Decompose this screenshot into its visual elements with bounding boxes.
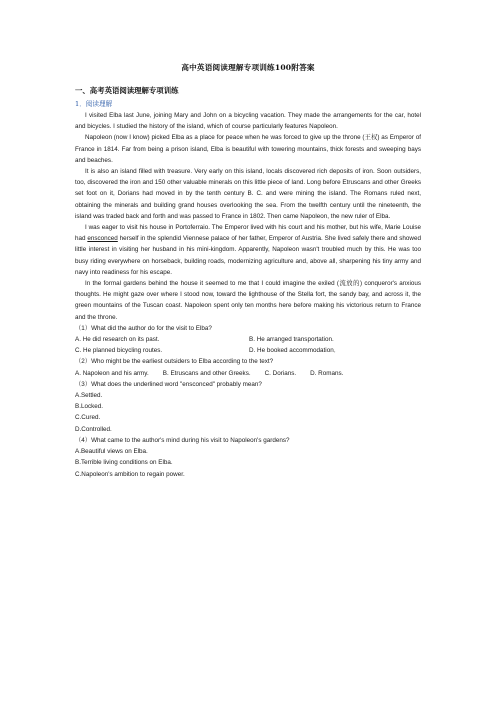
question-4-option-a: A.Beautiful views on Elba. [75, 448, 148, 456]
question-1-option-c: C. He planned bicycling routes. [75, 347, 163, 355]
paragraph-4-text-before: I was eager to visit his house in Portoferraio. The Emperor lived with his court and his mother, but his wife, Marie Louise had [75, 224, 421, 243]
section-heading: 一、高考英语阅读理解专项训练 [75, 86, 179, 95]
document-content [75, 62, 421, 480]
passage-paragraph-1: I visited Elba last June, joining Mary and John on a bicycling vacation. They made the arrangements for the car, hotel and bicycles. I studied the history of the island, which of course particularly features Napoleon. [75, 112, 421, 131]
question-3-option-b: B.Locked. [75, 403, 104, 411]
passage-paragraph-2: Napoleon (now I know) picked Elba as a place for peace when he was forced to give up the throne (王权) as Emperor of France in 1814. Far from being a prison island, Elba is beautiful with towering mountains, thick forests and sweeping bays and beaches. [75, 134, 421, 164]
question-2-option-d: D. Romans. [310, 369, 344, 377]
passage-paragraph-3: It is also an island filled with treasure. Very early on this island, locals discovered rich deposits of iron. Soon outsiders, too, discovered the iron and 150 other valuable minerals on this little piece of land. Long before Etruscans and other Greeks set foot on it, Dorians had moved in by the tenth century B. C. and were mining the island. The Romans ruled next, obtaining the minerals and building grand houses overlooking the sea. From the twelfth century until the nineteenth, the island was traded back and forth and was passed to France in 1802. Then came Napoleon, the new ruler of Elba. [75, 168, 421, 220]
question-4-option-b: B.Terrible living conditions on Elba. [75, 459, 173, 467]
paragraph-4-text-after: herself in the splendid Viennese palace of her father, Emperor of Austria. She lived safely there and showed little interest in visiting her husband in his mini-kingdom. Apparently, Napoleon wasn't troubled much by this. He was too busy riding everywhere on horseback, building roads, modernizing agriculture and, above all, sharpening his tiny army and navy into readiness for his escape. [75, 235, 421, 276]
question-1-options-row-2 [75, 345, 421, 356]
item-label: 阅读理解 [85, 100, 113, 108]
question-1-options-row-1 [75, 334, 421, 345]
passage-paragraph-5: In the formal gardens behind the house it seemed to me that I could imagine the exiled (流放的) conqueror's anxious thoughts. He might gaze over where I stood now, toward the lighthouse of the Stella fort, the sandy bay, and across it, the green mountains of the Tuscan coast. Napoleon spent only ten months here before making his victorious return to France and the throne. [75, 280, 421, 321]
question-3-option-c: C.Cured. [75, 414, 101, 422]
item-number: 1． [75, 100, 86, 108]
underlined-word: ensconced [87, 235, 118, 243]
document-title: 高中英语阅读理解专项训练100附答案 [181, 63, 315, 72]
question-3-option-d: D.Controlled. [75, 425, 112, 433]
question-1-option-d: D. He booked accommodation． [249, 347, 341, 355]
question-2-option-c: C. Dorians. [264, 369, 297, 377]
question-1-option-b: B. He arranged transportation. [249, 336, 334, 344]
item-heading [75, 98, 421, 108]
question-1-option-a: A. He did research on its past. [75, 336, 160, 344]
question-2-option-a: A. Napoleon and his army. [75, 369, 149, 377]
question-4: （4）What came to the author's mind during his visit to Napoleon's gardens? [75, 436, 290, 444]
question-2-options [75, 368, 421, 379]
question-4-option-c: C.Napoleon's ambition to regain power. [75, 470, 185, 478]
passage-paragraph-4 [75, 222, 421, 278]
question-3-option-a: A.Settled. [75, 392, 103, 400]
question-1: （1）What did the author do for the visit to Elba? [75, 324, 212, 332]
question-3: （3）What does the underlined word "ensconced" probably mean? [75, 380, 262, 388]
question-2-option-b: B. Etruscans and other Greeks. [162, 369, 251, 377]
question-2: （2）Who might be the earliest outsiders to Elba according to the text? [75, 358, 274, 366]
